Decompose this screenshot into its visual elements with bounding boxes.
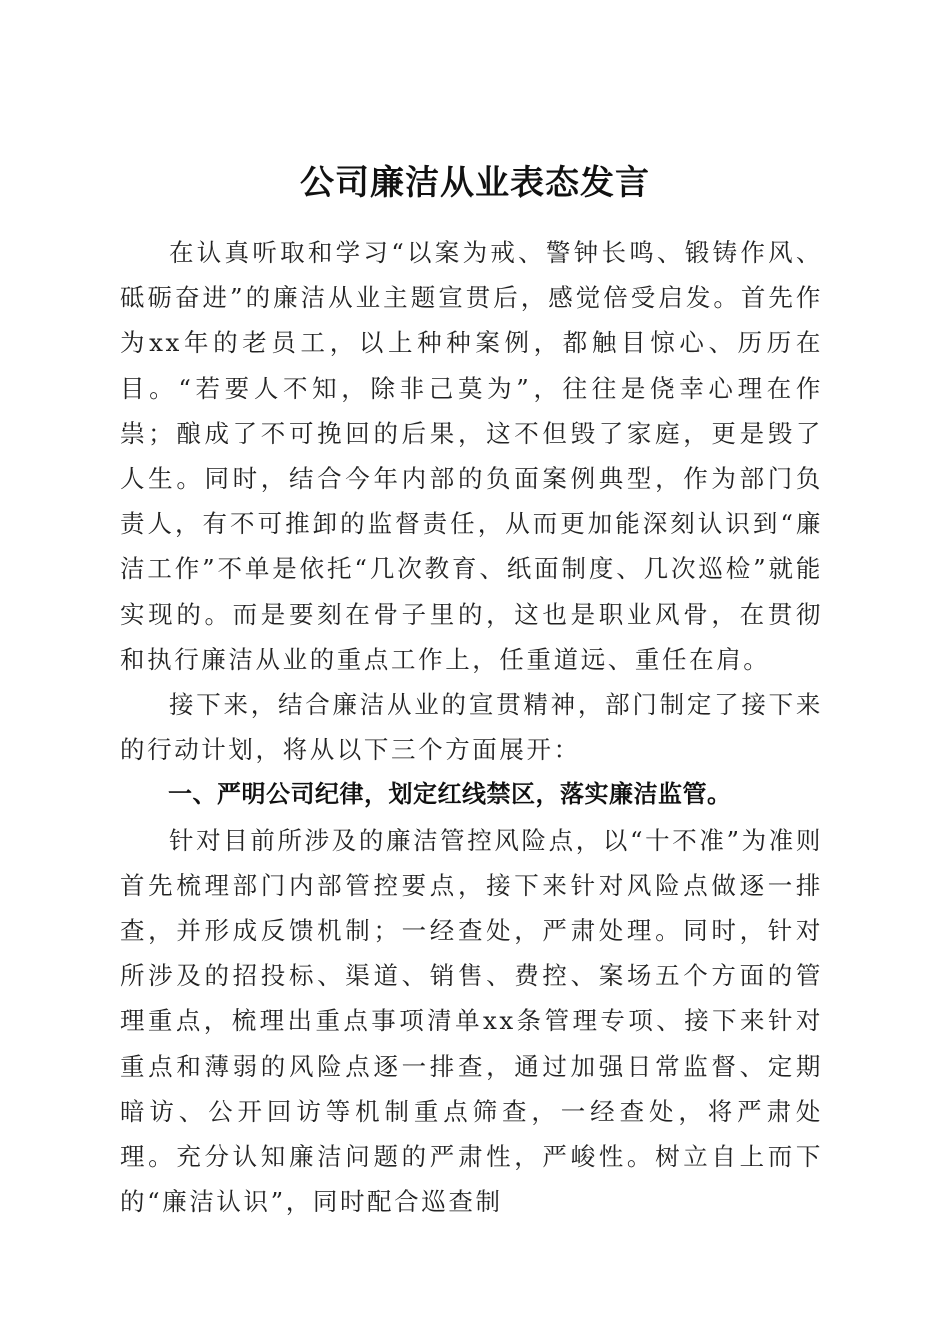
paragraph-plan: 接下来，结合廉洁从业的宣贯精神，部门制定了接下来的行动计划，将从以下三个方面展开： xyxy=(120,690,823,765)
document-body xyxy=(120,230,823,1224)
document-title: 公司廉洁从业表态发言 xyxy=(300,162,650,203)
paragraph-section-1: 针对目前所涉及的廉洁管控风险点，以“十不准”为准则首先梳理部门内部管控要点，接下来针对风险点做逐一排查，并形成反馈机制；一经查处，严肃处理。同时，针对所涉及的招投标、渠道、销售、费控、案场五个方面的管理重点，梳理出重点事项清单xx条管理专项、接下来针对重点和薄弱的风险点逐一排查，通过加强日常监督、定期暗访、公开回访等机制重点筛查，一经查处，将严肃处理。充分认知廉洁问题的严肃性，严峻性。树立自上而下的“廉洁认识”，同时配合巡查制 xyxy=(120,825,823,1217)
section-heading-1: 一、严明公司纪律，划定红线禁区，落实廉洁监管。 xyxy=(168,780,732,809)
paragraph-intro: 在认真听取和学习“以案为戒、警钟长鸣、锻铸作风、砥砺奋进”的廉洁从业主题宣贯后，感觉倍受启发。首先作为xx年的老员工，以上种种案例，都触目惊心、历历在目。“若要人不知，除非己莫为”，往往是侥幸心理在作祟；酿成了不可挽回的后果，这不但毁了家庭，更是毁了人生。同时，结合今年内部的负面案例典型，作为部门负责人，有不可推卸的监督责任，从而更加能深刻认识到“廉洁工作”不单是依托“几次教育、纸面制度、几次巡检”就能实现的。而是要刻在骨子里的，这也是职业风骨，在贯彻和执行廉洁从业的重点工作上，任重道远、重任在肩。 xyxy=(120,238,823,674)
